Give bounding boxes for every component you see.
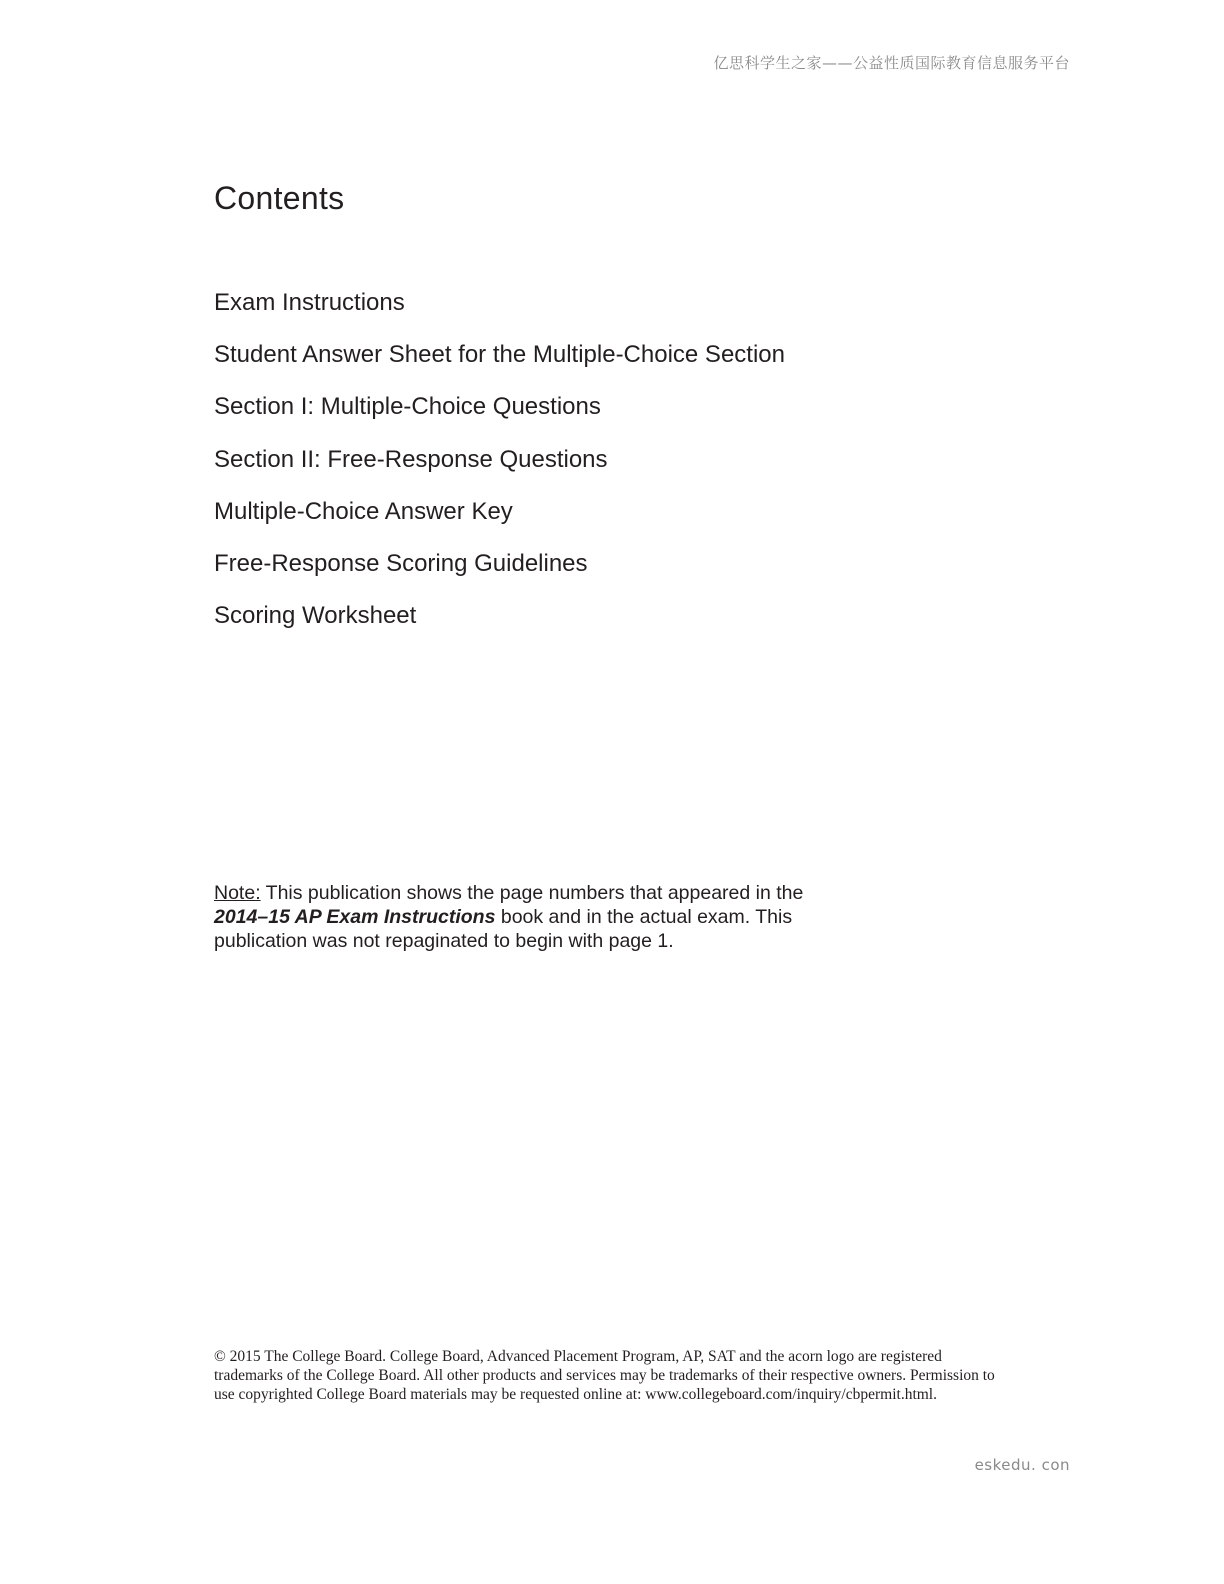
note-text-after: book and in the actual exam. This publication was not repaginated to begin with page 1. [214,906,793,952]
toc-item-student-answer-sheet[interactable]: Student Answer Sheet for the Multiple-Choice Section [214,341,785,369]
toc-item-scoring-worksheet[interactable]: Scoring Worksheet [214,602,417,630]
copyright-notice: © 2015 The College Board. College Board, Advanced Placement Program, AP, SAT and the acorn logo are registered trademarks of the College Board. All other products and services may be trademarks of their respective owners. Permission to use copyrighted College Board materials may be requested online at: www.collegeboard.com/inquiry/cbpermit.html. [214,1348,995,1403]
header-watermark: 亿思科学生之家——公益性质国际教育信息服务平台 [713,54,1070,72]
publication-note [214,881,854,953]
toc-item-section-2[interactable]: Section II: Free-Response Questions [214,445,608,473]
footer-watermark: eskedu. con [974,1456,1070,1474]
toc-item-section-1[interactable]: Section I: Multiple-Choice Questions [214,393,601,421]
note-book-title: 2014–15 AP Exam Instructions [214,906,496,928]
note-label: Note: [214,882,261,904]
page-title: Contents [214,180,345,216]
toc-item-answer-key[interactable]: Multiple-Choice Answer Key [214,497,513,525]
toc-item-scoring-guidelines[interactable]: Free-Response Scoring Guidelines [214,549,588,577]
note-text-before: This publication shows the page numbers that appeared in the [260,882,804,904]
toc-item-exam-instructions[interactable]: Exam Instructions [214,289,405,316]
table-of-contents [214,283,785,648]
